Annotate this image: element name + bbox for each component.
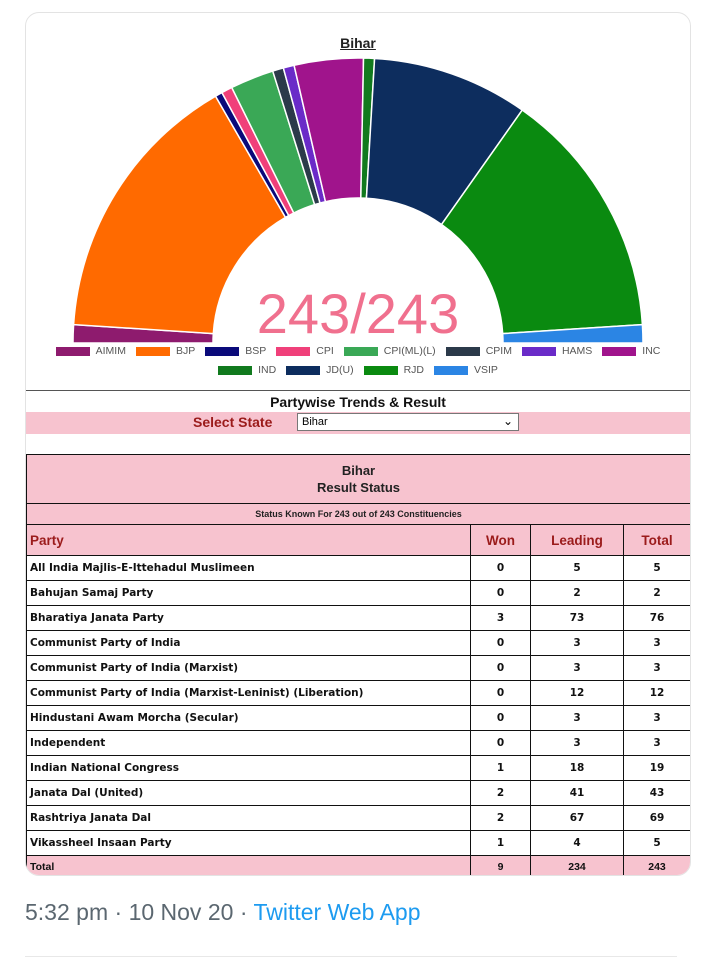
legend-label: JD(U) <box>326 364 354 376</box>
party-name: Janata Dal (United) <box>27 781 471 806</box>
leading-count: 2 <box>531 581 624 606</box>
table-row <box>27 756 691 781</box>
party-name: Independent <box>27 731 471 756</box>
party-name: Bharatiya Janata Party <box>27 606 471 631</box>
divider <box>26 390 690 391</box>
tweet-source-link[interactable]: Twitter Web App <box>253 899 421 925</box>
table-row <box>27 731 691 756</box>
total-count: 3 <box>624 706 691 731</box>
table-row <box>27 631 691 656</box>
legend-swatch <box>522 347 556 356</box>
total-count: 3 <box>624 631 691 656</box>
legend-swatch <box>56 347 90 356</box>
party-name: Indian National Congress <box>27 756 471 781</box>
total-count: 5 <box>624 831 691 856</box>
column-header-party: Party <box>27 525 471 556</box>
table-row <box>27 781 691 806</box>
leading-count: 41 <box>531 781 624 806</box>
legend-label: IND <box>258 364 277 376</box>
total-count: 2 <box>624 581 691 606</box>
select-state-label: Select State <box>193 414 273 430</box>
party-name: Hindustani Awam Morcha (Secular) <box>27 706 471 731</box>
legend-item <box>434 364 498 376</box>
table-body <box>27 556 691 856</box>
leading-count: 12 <box>531 681 624 706</box>
leading-count: 73 <box>531 606 624 631</box>
table-total-row <box>27 856 691 877</box>
total-count: 3 <box>624 656 691 681</box>
legend-label: VSIP <box>474 364 498 376</box>
won-count: 1 <box>471 831 531 856</box>
legend-swatch <box>218 366 252 375</box>
legend-swatch <box>286 366 320 375</box>
status-note: Status Known For 243 out of 243 Constituencies <box>27 504 691 525</box>
total-count: 43 <box>624 781 691 806</box>
total-total: 243 <box>624 856 691 877</box>
legend-item <box>286 364 353 376</box>
won-count: 0 <box>471 556 531 581</box>
total-count: 12 <box>624 681 691 706</box>
legend-swatch <box>276 347 310 356</box>
table-subtitle: Result Status <box>316 480 401 495</box>
leading-count: 3 <box>531 706 624 731</box>
column-header-won: Won <box>471 525 531 556</box>
legend-item <box>522 345 592 357</box>
tweet-time: 5:32 pm <box>25 899 109 925</box>
legend-label: RJD <box>403 364 424 376</box>
section-title: Partywise Trends & Result <box>270 394 446 410</box>
seat-share-chart <box>26 13 690 343</box>
total-count: 76 <box>624 606 691 631</box>
state-select-value: Bihar <box>302 416 328 428</box>
legend-item <box>602 345 660 357</box>
party-name: Bahujan Samaj Party <box>27 581 471 606</box>
legend-item <box>136 345 195 357</box>
legend-item <box>218 364 276 376</box>
tweet-meta <box>25 899 421 926</box>
chart-legend-row-1 <box>26 345 690 357</box>
party-name: All India Majlis-E-Ittehadul Muslimeen <box>27 556 471 581</box>
legend-label: AIMIM <box>95 345 126 357</box>
table-row <box>27 606 691 631</box>
tweet-image-card[interactable] <box>25 12 691 876</box>
legend-swatch <box>434 366 468 375</box>
party-name: Communist Party of India <box>27 631 471 656</box>
leading-count: 3 <box>531 656 624 681</box>
table-row <box>27 556 691 581</box>
legend-label: CPIM <box>485 345 512 357</box>
column-header-leading: Leading <box>531 525 624 556</box>
tweet-date: 10 Nov 20 <box>128 899 234 925</box>
total-won: 9 <box>471 856 531 877</box>
won-count: 3 <box>471 606 531 631</box>
column-header-total: Total <box>624 525 691 556</box>
table-row <box>27 656 691 681</box>
total-count: 69 <box>624 806 691 831</box>
won-count: 0 <box>471 681 531 706</box>
table-row <box>27 706 691 731</box>
divider <box>25 956 677 957</box>
leading-count: 3 <box>531 731 624 756</box>
leading-count: 18 <box>531 756 624 781</box>
legend-label: CPI(ML)(L) <box>383 345 436 357</box>
total-count: 19 <box>624 756 691 781</box>
leading-count: 67 <box>531 806 624 831</box>
table-row <box>27 831 691 856</box>
legend-item <box>56 345 126 357</box>
chart-legend-row-2 <box>26 364 690 376</box>
result-table <box>26 454 691 876</box>
won-count: 2 <box>471 781 531 806</box>
total-count: 5 <box>624 556 691 581</box>
legend-item <box>364 364 424 376</box>
legend-swatch <box>602 347 636 356</box>
legend-label: HAMS <box>561 345 593 357</box>
total-leading: 234 <box>531 856 624 877</box>
chevron-down-icon: ⌄ <box>502 414 513 428</box>
leading-count: 3 <box>531 631 624 656</box>
legend-label: INC <box>642 345 661 357</box>
won-count: 0 <box>471 656 531 681</box>
legend-swatch <box>364 366 398 375</box>
party-name: Communist Party of India (Marxist-Leninist) (Liberation) <box>27 681 471 706</box>
legend-item <box>446 345 512 357</box>
legend-swatch <box>344 347 378 356</box>
party-name: Rashtriya Janata Dal <box>27 806 471 831</box>
legend-swatch <box>446 347 480 356</box>
meta-separator: · <box>239 899 248 925</box>
legend-item <box>205 345 266 357</box>
won-count: 0 <box>471 581 531 606</box>
total-count: 3 <box>624 731 691 756</box>
total-label: Total <box>27 856 471 877</box>
legend-swatch <box>205 347 239 356</box>
won-count: 2 <box>471 806 531 831</box>
legend-label: CPI <box>316 345 334 357</box>
state-select-bar <box>26 412 690 434</box>
legend-label: BSP <box>245 345 267 357</box>
party-name: Communist Party of India (Marxist) <box>27 656 471 681</box>
won-count: 0 <box>471 706 531 731</box>
table-row <box>27 681 691 706</box>
won-count: 1 <box>471 756 531 781</box>
meta-separator: · <box>114 899 123 925</box>
chart-center-label: 243/243 <box>256 282 460 343</box>
table-row <box>27 806 691 831</box>
table-row <box>27 581 691 606</box>
table-title <box>27 455 691 504</box>
leading-count: 5 <box>531 556 624 581</box>
leading-count: 4 <box>531 831 624 856</box>
won-count: 0 <box>471 631 531 656</box>
party-name: Vikassheel Insaan Party <box>27 831 471 856</box>
legend-label: BJP <box>175 345 196 357</box>
legend-item <box>276 345 334 357</box>
state-select[interactable] <box>297 413 519 431</box>
won-count: 0 <box>471 731 531 756</box>
chart-title: Bihar <box>340 35 376 51</box>
result-table-wrap <box>26 454 690 876</box>
legend-swatch <box>136 347 170 356</box>
legend-item <box>344 345 436 357</box>
table-state-name: Bihar <box>341 463 376 478</box>
